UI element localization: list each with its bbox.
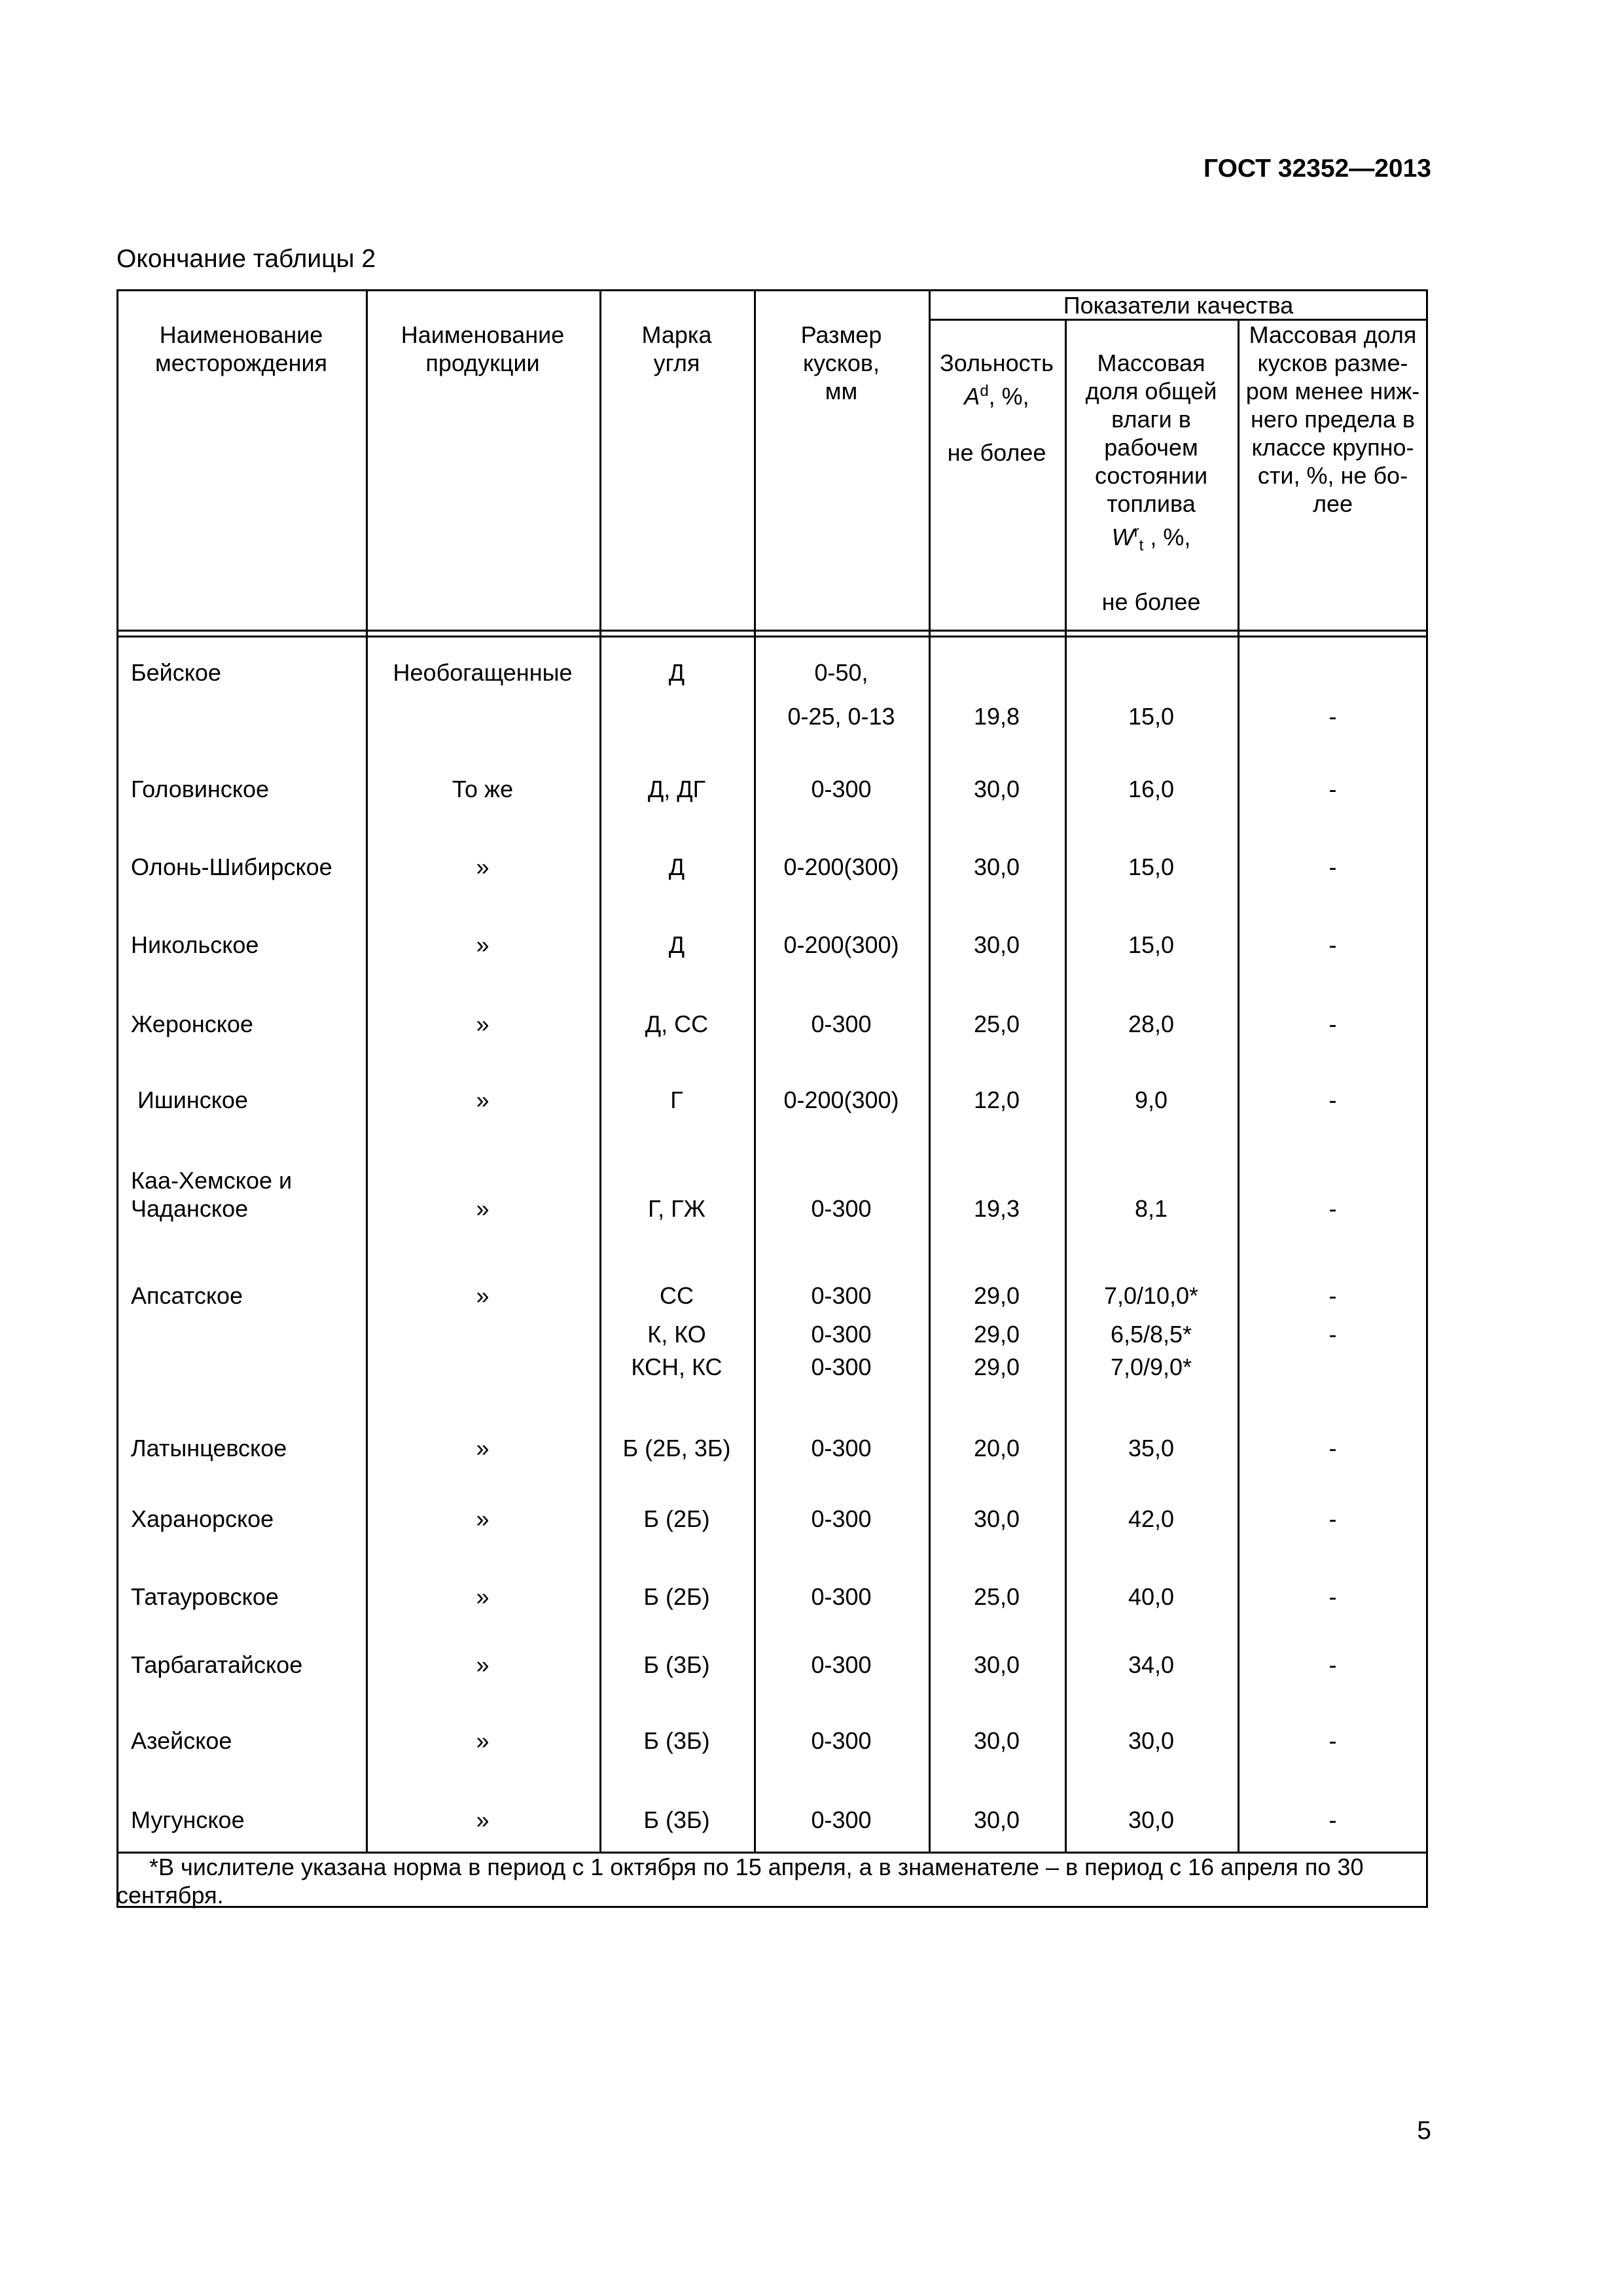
cell-moisture: 40,0 xyxy=(1128,1583,1175,1610)
cell-grade: СС xyxy=(660,1282,694,1309)
moisture-unit: , %, xyxy=(1143,524,1191,550)
cell-moisture: 28,0 xyxy=(1128,1011,1175,1037)
cell-grade: Д xyxy=(668,853,685,880)
cell-ash: 19,3 xyxy=(973,1195,1020,1222)
cell-size: 0-300 xyxy=(811,1354,872,1380)
table-caption: Окончание таблицы 2 xyxy=(116,245,376,273)
cell-size: 0-300 xyxy=(811,1011,872,1037)
cell-deposit: Головинское xyxy=(131,776,270,802)
cell-product: То же xyxy=(452,776,514,802)
cell-ash: 30,0 xyxy=(973,1505,1020,1532)
cell-product: » xyxy=(476,1505,490,1532)
cell-ash: 29,0 xyxy=(973,1321,1020,1348)
cell-fines: - xyxy=(1329,931,1337,958)
page-number: 5 xyxy=(1417,2117,1431,2145)
cell-deposit: Жеронское xyxy=(131,1011,253,1037)
cell-moisture: 35,0 xyxy=(1128,1435,1175,1462)
cell-grade: Д, СС xyxy=(645,1011,709,1037)
cell-fines: - xyxy=(1329,1806,1337,1833)
cell-deposit: Мугунское xyxy=(131,1806,245,1833)
cell-product: Необогащенные xyxy=(393,659,573,686)
cell-product: » xyxy=(476,931,490,958)
cell-size: 0-200(300) xyxy=(783,1086,899,1113)
cell-size: 0-300 xyxy=(811,1195,872,1222)
cell-fines: - xyxy=(1329,1195,1337,1222)
cell-product: » xyxy=(476,1727,490,1754)
cell-fines: - xyxy=(1329,1086,1337,1113)
cell-size: 0-300 xyxy=(811,1727,872,1754)
cell-moisture: 42,0 xyxy=(1128,1505,1175,1532)
cell-fines: - xyxy=(1329,776,1337,802)
cell-ash: 30,0 xyxy=(973,776,1020,802)
cell-size: 0-300 xyxy=(811,1505,872,1532)
column-header-grade: Марка угля xyxy=(641,321,712,376)
cell-fines: - xyxy=(1329,1583,1337,1610)
cell-fines: - xyxy=(1329,1505,1337,1532)
moisture-formula xyxy=(1065,518,1238,560)
cell-deposit: Харанорское xyxy=(131,1505,274,1532)
cell-ash: 30,0 xyxy=(973,1651,1020,1678)
column-divider xyxy=(929,289,931,1854)
cell-deposit: Олонь-Шибирское xyxy=(131,853,332,880)
cell-ash: 30,0 xyxy=(973,1806,1020,1833)
cell-size: 0-300 xyxy=(811,1435,872,1462)
cell-fines: - xyxy=(1329,1651,1337,1678)
cell-product: » xyxy=(476,853,490,880)
cell-size: 0-300 xyxy=(811,1321,872,1348)
cell-moisture: 34,0 xyxy=(1128,1651,1175,1678)
ash-superscript: d xyxy=(980,382,989,400)
column-header-ash xyxy=(929,321,1065,467)
moisture-label: Массовая доля общей влаги в рабочем состоянии топлива xyxy=(1085,350,1217,517)
cell-product: » xyxy=(476,1011,490,1037)
column-divider xyxy=(754,289,756,1854)
cell-ash: 29,0 xyxy=(973,1354,1020,1380)
cell-grade: Б (2Б, 3Б) xyxy=(622,1435,731,1462)
cell-product: » xyxy=(476,1806,490,1833)
cell-grade: Б (3Б) xyxy=(643,1651,710,1678)
cell-size: 0-50, xyxy=(814,659,868,686)
column-header-fines: Массовая доля кусков разме- ром менее ниж- него предела в классе крупно- сти, %, не бо- лее xyxy=(1245,321,1420,517)
cell-ash: 30,0 xyxy=(973,931,1020,958)
ash-limit: не более xyxy=(947,439,1046,466)
column-header-moisture xyxy=(1065,321,1238,616)
cell-size: 0-25, 0-13 xyxy=(787,703,895,730)
cell-ash: 12,0 xyxy=(973,1086,1020,1113)
cell-ash: 25,0 xyxy=(973,1583,1020,1610)
column-header-deposit: Наименование месторождения xyxy=(154,321,328,376)
cell-deposit: Тарбагатайское xyxy=(131,1651,303,1678)
cell-ash: 30,0 xyxy=(973,1727,1020,1754)
cell-size: 0-200(300) xyxy=(783,853,899,880)
ash-symbol: A xyxy=(964,383,980,410)
cell-ash: 19,8 xyxy=(973,703,1020,730)
cell-moisture: 30,0 xyxy=(1128,1727,1175,1754)
cell-grade: Б (2Б) xyxy=(643,1505,710,1532)
ash-label: Зольность xyxy=(940,350,1054,376)
cell-deposit: Татауровское xyxy=(131,1583,279,1610)
cell-moisture: 9,0 xyxy=(1134,1086,1168,1113)
cell-deposit: Латынцевское xyxy=(131,1435,287,1462)
moisture-subscript: t xyxy=(1139,537,1144,555)
cell-moisture: 15,0 xyxy=(1128,703,1175,730)
cell-moisture: 7,0/9,0* xyxy=(1110,1354,1192,1380)
cell-size: 0-300 xyxy=(811,1282,872,1309)
cell-moisture: 6,5/8,5* xyxy=(1110,1321,1192,1348)
cell-product: » xyxy=(476,1435,490,1462)
ash-formula xyxy=(929,377,1065,410)
header-rule xyxy=(116,636,1428,637)
cell-fines: - xyxy=(1329,1435,1337,1462)
cell-grade: Г xyxy=(670,1086,683,1113)
moisture-superscript: r xyxy=(1133,523,1139,541)
group-header: Показатели качества xyxy=(1063,292,1294,319)
cell-product: » xyxy=(476,1282,490,1309)
cell-deposit: Апсатское xyxy=(131,1282,243,1309)
column-header-size: Размер кусков, мм xyxy=(800,321,882,404)
cell-ash: 20,0 xyxy=(973,1435,1020,1462)
cell-size: 0-300 xyxy=(811,1651,872,1678)
quality-table xyxy=(116,0,1428,2296)
cell-product: » xyxy=(476,1195,490,1222)
cell-deposit: Азейское xyxy=(131,1727,232,1754)
cell-size: 0-200(300) xyxy=(783,931,899,958)
cell-fines: - xyxy=(1329,703,1337,730)
cell-deposit: Ишинское xyxy=(137,1086,248,1113)
cell-grade: Д xyxy=(668,659,685,686)
cell-fines: - xyxy=(1329,1321,1337,1348)
cell-fines: - xyxy=(1329,1727,1337,1754)
cell-deposit: Никольское xyxy=(131,931,259,958)
moisture-limit: не более xyxy=(1101,588,1201,616)
cell-size: 0-300 xyxy=(811,1583,872,1610)
cell-moisture: 8,1 xyxy=(1134,1195,1168,1222)
cell-size: 0-300 xyxy=(811,1806,872,1833)
column-header-product: Наименование продукции xyxy=(401,321,565,376)
cell-grade: Д xyxy=(668,931,685,958)
cell-product: » xyxy=(476,1086,490,1113)
cell-fines: - xyxy=(1329,1011,1337,1037)
cell-grade: Б (3Б) xyxy=(643,1727,710,1754)
cell-fines: - xyxy=(1329,853,1337,880)
cell-ash: 30,0 xyxy=(973,853,1020,880)
table-footnote: *В числителе указана норма в период с 1 октября по 15 апреля, а в знаменателе – в период с 16 апреля по 30 сентября. xyxy=(116,1854,1364,1909)
cell-deposit: Каа-Хемское и xyxy=(131,1167,293,1194)
cell-moisture: 15,0 xyxy=(1128,931,1175,958)
document-header: ГОСТ 32352—2013 xyxy=(1204,154,1431,183)
ash-unit: , %, xyxy=(988,383,1029,410)
cell-grade: Д, ДГ xyxy=(647,776,706,802)
header-rule xyxy=(116,630,1428,632)
cell-moisture: 30,0 xyxy=(1128,1806,1175,1833)
cell-moisture: 15,0 xyxy=(1128,853,1175,880)
column-divider xyxy=(366,289,368,1854)
cell-deposit: Чаданское xyxy=(131,1195,249,1222)
cell-grade: Г, ГЖ xyxy=(648,1195,705,1222)
moisture-symbol: W xyxy=(1111,524,1134,550)
cell-grade: К, КО xyxy=(647,1321,706,1348)
cell-product: » xyxy=(476,1651,490,1678)
cell-ash: 25,0 xyxy=(973,1011,1020,1037)
column-divider xyxy=(599,289,601,1854)
cell-product: » xyxy=(476,1583,490,1610)
cell-fines: - xyxy=(1329,1282,1337,1309)
cell-size: 0-300 xyxy=(811,776,872,802)
cell-deposit: Бейское xyxy=(131,659,221,686)
cell-grade: Б (2Б) xyxy=(643,1583,710,1610)
cell-grade: КСН, КС xyxy=(631,1354,722,1380)
cell-moisture: 16,0 xyxy=(1128,776,1175,802)
cell-moisture: 7,0/10,0* xyxy=(1103,1282,1199,1309)
cell-ash: 29,0 xyxy=(973,1282,1020,1309)
cell-grade: Б (3Б) xyxy=(643,1806,710,1833)
